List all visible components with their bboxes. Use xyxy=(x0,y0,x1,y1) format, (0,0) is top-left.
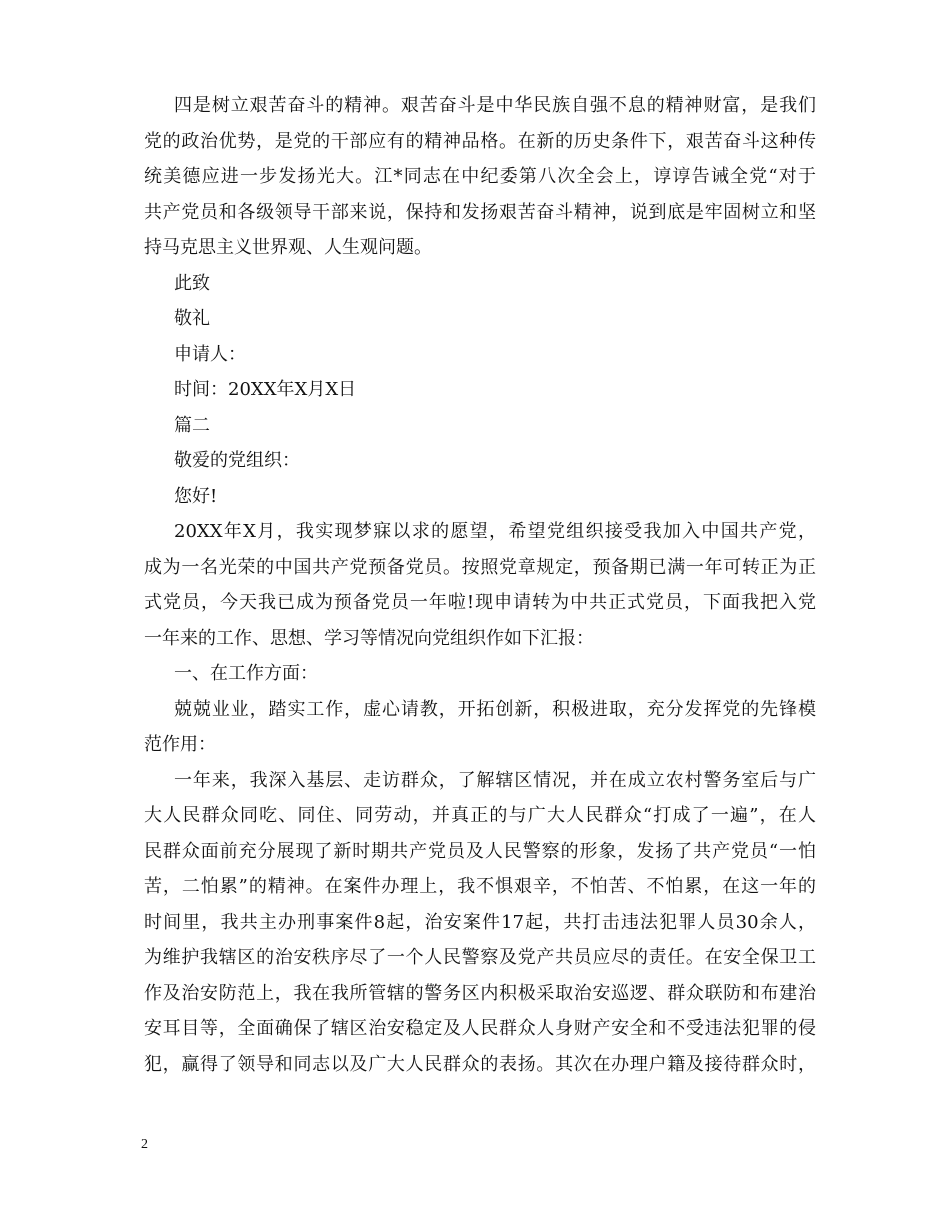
paragraph-line: 作及治安防范上，我在我所管辖的警务区内积极采取治安巡逻、群众联防和布建治 xyxy=(144,982,816,1004)
greeting-line: 您好! xyxy=(174,485,218,507)
page-number: 2 xyxy=(141,1137,148,1152)
paragraph-line: 一年来的工作、思想、学习等情况向党组织作如下汇报： xyxy=(144,627,594,649)
document-body xyxy=(144,88,816,1082)
greeting-recipient: 敬爱的党组织： xyxy=(174,450,300,471)
paragraph-line: 持马克思主义世界观、人生观问题。 xyxy=(144,237,432,258)
paragraph-line: 安耳目等，全面确保了辖区治安稳定及人民群众人身财产安全和不受违法犯罪的侵 xyxy=(144,1018,816,1039)
paragraph-line: 共产党员和各级领导干部来说，保持和发扬艰苦奋斗精神，说到底是牢固树立和坚 xyxy=(144,201,816,223)
section-heading: 篇二 xyxy=(174,414,210,436)
paragraph-line: 为维护我辖区的治安秩序尽了一个人民警察及党产共员应尽的责任。在安全保卫工 xyxy=(144,947,816,968)
paragraph-line: 20XX年X月，我实现梦寐以求的愿望，希望党组织接受我加入中国共产党， xyxy=(174,521,816,542)
applicant-line: 申请人： xyxy=(174,343,246,365)
paragraph-line: 苦，二怕累”的精神。在案件办理上，我不惧艰辛，不怕苦、不怕累，在这一年的 xyxy=(144,876,816,897)
paragraph-line: 民群众面前充分展现了新时期共产党员及人民警察的形象，发扬了共产党员“一怕 xyxy=(144,840,816,862)
paragraph-line: 犯，赢得了领导和同志以及广大人民群众的表扬。其次在办理户籍及接待群众时， xyxy=(144,1053,816,1075)
salutation-line: 敬礼 xyxy=(174,308,210,329)
subsection-heading: 一、在工作方面： xyxy=(174,663,318,684)
paragraph-line: 兢兢业业，踏实工作，虚心请教，开拓创新，积极进取，充分发挥党的先锋模 xyxy=(174,698,816,720)
paragraph-line: 一年来，我深入基层、走访群众，了解辖区情况，并在成立农村警务室后与广 xyxy=(174,769,816,791)
paragraph-line: 式党员，今天我已成为预备党员一年啦!现申请转为中共正式党员，下面我把入党 xyxy=(144,592,816,613)
paragraph-line: 统美德应进一步发扬光大。江*同志在中纪委第八次全会上，谆谆告诫全党“对于 xyxy=(144,166,816,187)
paragraph-line: 成为一名光荣的中国共产党预备党员。按照党章规定，预备期已满一年可转正为正 xyxy=(144,556,816,578)
paragraph-line: 四是树立艰苦奋斗的精神。艰苦奋斗是中华民族自强不息的精神财富，是我们 xyxy=(174,95,816,116)
paragraph-line: 大人民群众同吃、同住、同劳动，并真正的与广大人民群众“打成了一遍”，在人 xyxy=(144,805,816,826)
paragraph-line: 范作用： xyxy=(144,734,216,755)
date-line: 时间：20XX年X月X日 xyxy=(174,379,357,400)
closing-line: 此致 xyxy=(174,272,210,294)
paragraph-line: 时间里，我共主办刑事案件8起，治安案件17起，共打击违法犯罪人员30余人， xyxy=(144,911,816,933)
paragraph-line: 党的政治优势，是党的干部应有的精神品格。在新的历史条件下，艰苦奋斗这种传 xyxy=(144,130,816,152)
